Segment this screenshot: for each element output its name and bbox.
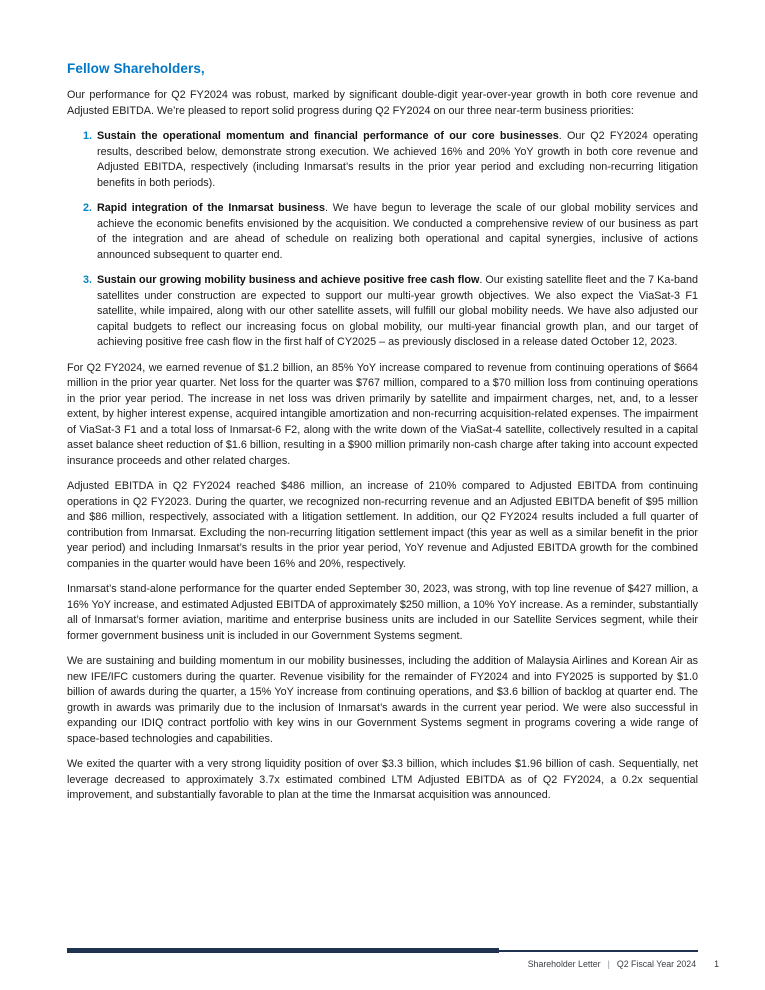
- footer-rule-thin-bar: [499, 950, 698, 952]
- priority-item-3: [67, 273, 698, 351]
- footer-period-label: Q2 Fiscal Year 2024: [616, 959, 697, 969]
- priority-number: 1.: [83, 130, 93, 142]
- paragraph-q2-results: For Q2 FY2024, we earned revenue of $1.2 billion, an 85% YoY increase compared to revenue from continuing operations of $664 million in the prior year quarter. Net loss for the quarter was $767 million, compared to a $70 million loss from continuing operations in the prior year period. The increase in net loss was driven primarily by satellite and impairment charges, net, and, to a lesser extent, by higher interest expense, acquired intangible amortization and non-recurring acquisition-related expenses. The impairment of ViaSat-3 F1 and a total loss of Inmarsat-6 F2, along with the write down of the ViaSat-4 satellite, collectively resulted in a capital asset balance sheet reduction of $1.6 billion, resulting in a $900 million primarily non-cash charge after taking into account expected insurance proceeds and other related charges.: [67, 361, 698, 467]
- paragraph-liquidity: We exited the quarter with a very strong liquidity position of over $3.3 billion, which includes $1.96 billion of cash. Sequentially, net leverage decreased to approximately 3.7x estimated combined LTM Adjusted EBITDA as of Q2 FY2024, a 0.2x sequential improvement, and substantially favorable to plan at the time the Inmarsat acquisition was announced.: [67, 758, 698, 801]
- priority-text: [97, 273, 698, 351]
- footer-doc-label: Shareholder Letter: [527, 959, 601, 969]
- priority-item-1: [67, 129, 698, 191]
- priority-body: . We have begun to leverage the scale of our global mobility services and achieve the economic benefits envisioned by the acquisition. We conducted a comprehensive review of our business as part of the integration and are ahead of schedule on realizing both operational and capital synergies, inclusive of actions announced subsequent to quarter end.: [97, 202, 698, 261]
- footer-text-row: [67, 959, 719, 969]
- priority-number: 3.: [83, 274, 93, 286]
- priority-lead: Sustain the operational momentum and financial performance of our core businesses: [97, 130, 559, 142]
- priority-number: 2.: [83, 202, 93, 214]
- page-footer: [67, 948, 719, 969]
- priority-body: . Our existing satellite fleet and the 7 Ka-band satellites under construction are expected to support our multi-year growth objectives. We also expect the ViaSat-3 F1 satellite, while impaired, along with our other satellite assets, will fulfill our global mobility needs. We have also adjusted our capital budgets to reflect our increasing focus on global mobility, our multi-year financial growth plan, and our target of achieving positive free cash flow in the first half of CY2025 – as previously disclosed in a release dated October 12, 2023.: [97, 274, 698, 348]
- paragraph-adjusted-ebitda: Adjusted EBITDA in Q2 FY2024 reached $486 million, an increase of 210% compared to Adjusted EBITDA from continuing operations in Q2 FY2023. During the quarter, we recognized non-recurring revenue and an Adjusted EBITDA benefit of $95 million and $86 million, respectively, associated with a litigation settlement. In addition, our Q2 FY2024 results included a full quarter of contribution from Inmarsat. Excluding the non-recurring litigation settlement impact (this year as well as a similar benefit in the prior year period) and including Inmarsat’s results in the prior year period, YoY revenue and Adjusted EBITDA growth for the combined companies in the quarter would have been 16% and 20%, respectively.: [67, 480, 698, 570]
- priority-text: [97, 201, 698, 263]
- footer-rule-thick-bar: [67, 948, 499, 953]
- priority-item-2: [67, 201, 698, 263]
- priorities-list: [67, 129, 698, 351]
- intro-paragraph: Our performance for Q2 FY2024 was robust, marked by significant double-digit year-over-year growth in both core revenue and Adjusted EBITDA. We’re pleased to report solid progress during Q2 FY2024 on our three near-term business priorities:: [67, 89, 698, 117]
- footer-separator: |: [607, 959, 610, 969]
- priority-body: . Our Q2 FY2024 operating results, described below, demonstrate strong execution. We achieved 16% and 20% YoY growth in both core revenue and Adjusted EBITDA, respectively (including Inmarsat’s results in the prior year period and excluding non-recurring litigation benefits in both periods).: [97, 130, 698, 189]
- page-title: Fellow Shareholders,: [67, 61, 205, 76]
- footer-page-number: 1: [714, 959, 719, 969]
- footer-rule: [67, 948, 698, 953]
- priority-lead: Rapid integration of the Inmarsat business: [97, 202, 325, 214]
- paragraph-mobility-momentum: We are sustaining and building momentum in our mobility businesses, including the addition of Malaysia Airlines and Korean Air as new IFE/IFC customers during the quarter. Revenue visibility for the remainder of FY2024 and into FY2025 is supported by $1.0 billion of awards during the quarter, a 15% YoY increase from continuing operations, and $3.6 billion of backlog at quarter end. The growth in awards was primarily due to the inclusion of Inmarsat’s awards in the current year period. We were also successful in expanding our IDIQ contract portfolio with key wins in our Government Systems segment in programs covering a wide range of space-based technologies and capabilities.: [67, 655, 698, 745]
- paragraph-inmarsat-standalone: Inmarsat’s stand-alone performance for the quarter ended September 30, 2023, was strong, with top line revenue of $427 million, a 16% YoY increase, and estimated Adjusted EBITDA of approximately $250 million, a 10% YoY increase. As a reminder, substantially all of Inmarsat’s former aviation, maritime and enterprise business units are included in our Satellite Services segment, while their former government business unit is included in our Government Systems segment.: [67, 583, 698, 642]
- priority-lead: Sustain our growing mobility business and achieve positive free cash flow: [97, 274, 480, 286]
- priority-text: [97, 129, 698, 191]
